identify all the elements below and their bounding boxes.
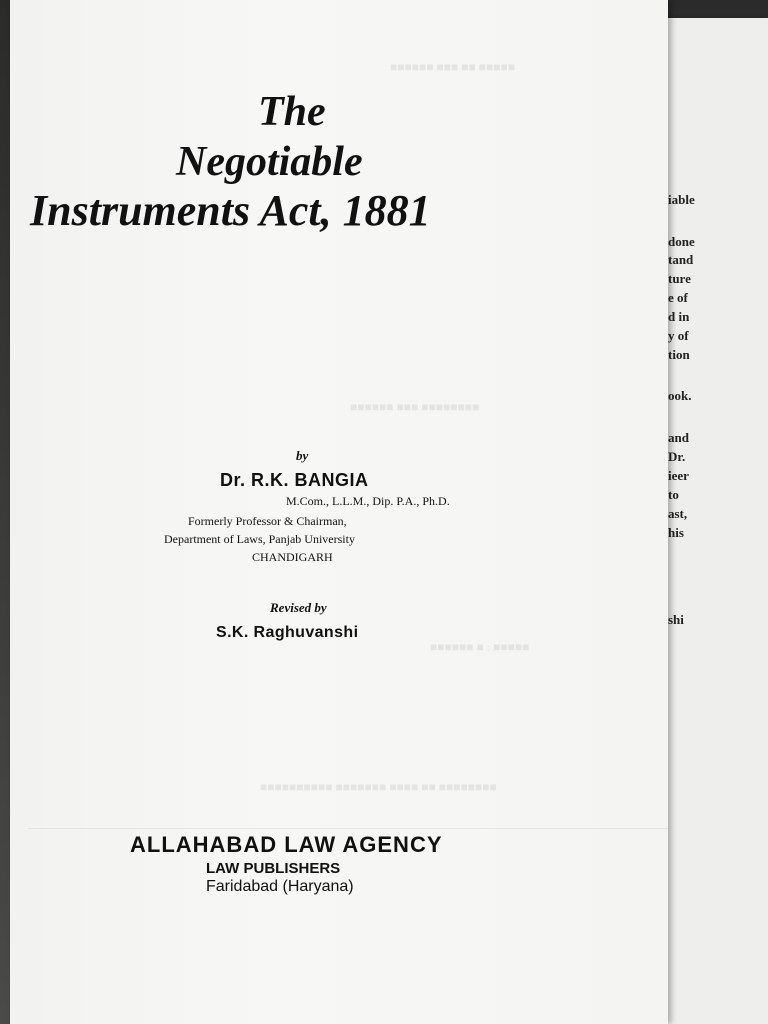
author-city: CHANDIGARH <box>252 550 333 564</box>
show-through-rule <box>28 828 668 829</box>
back-fragment: tion <box>668 347 690 362</box>
publisher-location: Faridabad (Haryana) <box>206 878 354 895</box>
back-fragment: and <box>668 430 689 445</box>
author-position: Formerly Professor & Chairman, <box>188 514 347 528</box>
show-through-text: ■■■■■ : ■ ■■■■■■ <box>430 640 530 654</box>
back-fragment: to <box>668 487 679 502</box>
back-fragment: ieer <box>668 468 689 483</box>
show-through-text: ■■■■■ ■■ ■■■ ■■■■■■ <box>390 60 515 74</box>
reviser-name: S.K. Raghuvanshi <box>216 624 359 641</box>
back-fragment: shi <box>668 612 684 627</box>
back-fragment: done <box>668 234 695 249</box>
back-fragment: ook. <box>668 388 692 403</box>
publisher-subtitle: LAW PUBLISHERS <box>206 860 341 877</box>
back-fragment: y of <box>668 328 689 343</box>
show-through-text: ■■■■■■■■ ■■ ■■■■ ■■■■■■■ ■■■■■■■■■■ <box>260 780 497 794</box>
by-label: by <box>296 448 309 463</box>
publisher-name: ALLAHABAD LAW AGENCY <box>130 832 443 857</box>
title-line-1: The <box>258 89 326 135</box>
show-through-text: ■■■■■■■■ ■■■ ■■■■■■ <box>350 400 480 414</box>
title-line-2: Negotiable <box>176 139 363 185</box>
back-fragment: his <box>668 525 684 540</box>
back-fragment: iable <box>668 192 695 207</box>
back-fragment: e of <box>668 290 688 305</box>
back-fragment: ture <box>668 271 691 286</box>
back-fragment: tand <box>668 252 694 267</box>
author-name: Dr. R.K. BANGIA <box>220 470 369 490</box>
back-fragment: Dr. <box>668 449 686 464</box>
revised-label: Revised by <box>270 600 327 615</box>
back-fragment: ast, <box>668 506 688 521</box>
author-department: Department of Laws, Panjab University <box>164 532 355 546</box>
title-line-3: Instruments Act, 1881 <box>30 186 431 235</box>
author-credentials: M.Com., L.L.M., Dip. P.A., Ph.D. <box>286 494 450 508</box>
back-fragment: d in <box>668 309 690 324</box>
